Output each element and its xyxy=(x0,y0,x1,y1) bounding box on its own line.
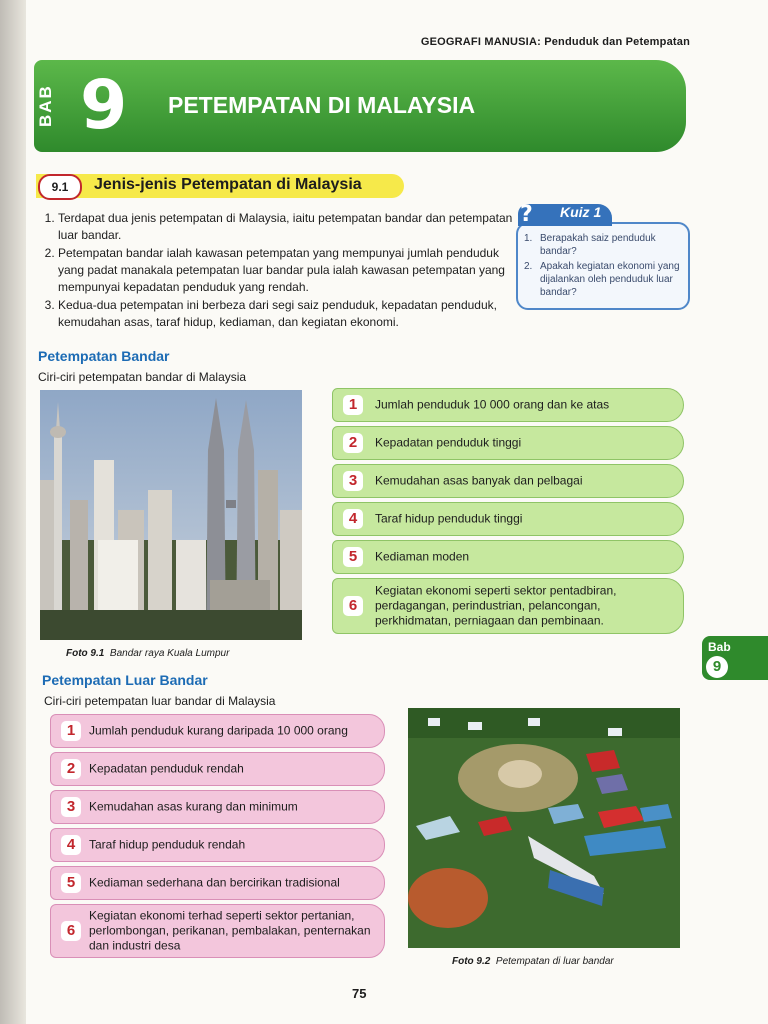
rural-caption: Ciri-ciri petempatan luar bandar di Malaysia xyxy=(44,694,276,708)
rural-feature: 3 Kemudahan asas kurang dan minimum xyxy=(50,790,385,824)
section-heading xyxy=(36,174,404,198)
rural-feature: 4 Taraf hidup penduduk rendah xyxy=(50,828,385,862)
section-number: 9.1 xyxy=(38,174,82,200)
urban-feature: 6 Kegiatan ekonomi seperti sektor pentadbiran, perdagangan, perindustrian, pelancongan, perkhidmatan, perniagaan dan pembinaan. xyxy=(332,578,684,634)
intro-item: 2. Petempatan bandar ialah kawasan petempatan yang mempunyai jumlah penduduk yang padat manakala petempatan luar bandar pula ialah kawasan petempatan yang mempunyai kepadatan penduduk yang rendah. xyxy=(58,245,520,296)
chapter-vertical-label: BAB xyxy=(36,84,55,128)
rural-feature: 5 Kediaman sederhana dan bercirikan tradisional xyxy=(50,866,385,900)
chapter-banner xyxy=(34,60,686,152)
rural-heading: Petempatan Luar Bandar xyxy=(42,672,208,688)
urban-feature: 3 Kemudahan asas banyak dan pelbagai xyxy=(332,464,684,498)
intro-item: 3. Kedua-dua petempatan ini berbeza dari segi saiz penduduk, kepadatan penduduk, kemudahan asas, taraf hidup, kediaman, dan kegiatan ekonomi. xyxy=(58,297,520,331)
question-mark-icon: ? xyxy=(520,202,533,227)
urban-feature: 1 Jumlah penduduk 10 000 orang dan ke atas xyxy=(332,388,684,422)
urban-feature: 4 Taraf hidup penduduk tinggi xyxy=(332,502,684,536)
intro-item: 1. Terdapat dua jenis petempatan di Malaysia, iaitu petempatan bandar dan petempatan luar bandar. xyxy=(58,210,520,244)
intro-list xyxy=(42,210,520,332)
rural-feature: 6 Kegiatan ekonomi terhad seperti sektor pertanian, perlombongan, perikanan, pembalakan, penternakan dan industri desa xyxy=(50,904,385,958)
urban-heading: Petempatan Bandar xyxy=(38,348,170,364)
rural-feature: 1 Jumlah penduduk kurang daripada 10 000 orang xyxy=(50,714,385,748)
running-head: GEOGRAFI MANUSIA: Penduduk dan Petempatan xyxy=(420,36,690,48)
rural-settlement-photo xyxy=(408,708,680,948)
kuala-lumpur-photo xyxy=(40,390,302,640)
quiz-question: 2. Apakah kegiatan ekonomi yang dijalankan oleh penduduk luar bandar? xyxy=(524,261,680,298)
urban-feature: 2 Kepadatan penduduk tinggi xyxy=(332,426,684,460)
chapter-title: PETEMPATAN DI MALAYSIA xyxy=(168,92,476,118)
rural-photo-caption: Foto 9.2 Petempatan di luar bandar xyxy=(452,956,614,967)
quiz-questions xyxy=(524,232,684,301)
urban-feature: 5 Kediaman moden xyxy=(332,540,684,574)
chapter-number: 9 xyxy=(80,66,128,145)
urban-photo-caption: Foto 9.1 Bandar raya Kuala Lumpur xyxy=(66,648,230,659)
quiz-title: Kuiz 1 xyxy=(560,204,602,220)
page-number: 75 xyxy=(352,986,367,1001)
section-title: Jenis-jenis Petempatan di Malaysia xyxy=(94,176,362,193)
book-spine xyxy=(0,0,26,1024)
chapter-side-tab: Bab 9 xyxy=(702,636,768,680)
quiz-question: 1. Berapakah saiz penduduk bandar? xyxy=(524,233,656,257)
rural-feature: 2 Kepadatan penduduk rendah xyxy=(50,752,385,786)
urban-caption: Ciri-ciri petempatan bandar di Malaysia xyxy=(38,370,247,384)
